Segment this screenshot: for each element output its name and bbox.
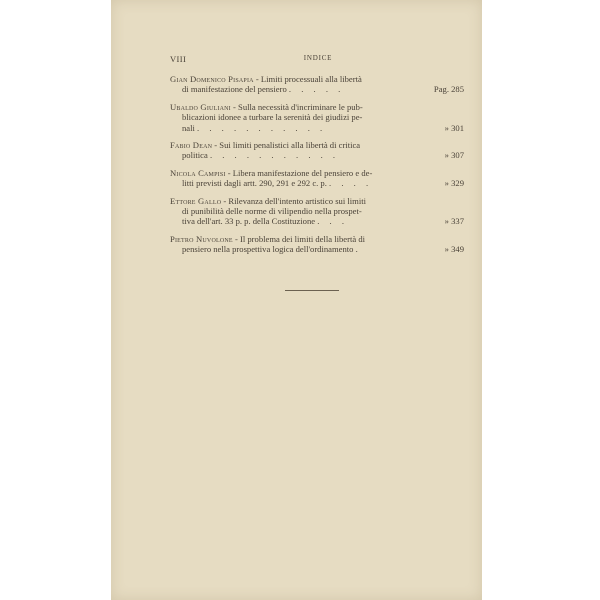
entry-title-line: - Libera manifestazione del pensiero e de- [227, 167, 373, 178]
entry-author: Ubaldo Giuliani [170, 101, 231, 112]
leader-dots: . [355, 244, 362, 255]
page-number: VIII [170, 54, 187, 64]
entry-author: Ettore Gallo [170, 195, 222, 206]
entry-author: Nicola Campisi [170, 167, 226, 178]
leader-dots: . . . . . . . . . . . [209, 150, 340, 161]
entry-title-line: di manifestazione del pensiero [182, 84, 287, 95]
entry-title-line: - Sulla necessità d'incriminare le pub- [233, 101, 363, 112]
entry-title-line: - Rilevanza dell'intento artistico sui limiti [223, 195, 366, 206]
leader-dots: . . . . [329, 178, 373, 189]
entry-title-line: tiva dell'art. 33 p. p. della Costituzione [182, 216, 316, 227]
toc-entry [170, 74, 464, 95]
page-header [170, 54, 466, 68]
toc-entry [170, 196, 464, 227]
toc-entry [170, 168, 464, 189]
toc-entry [170, 102, 464, 133]
entry-author: Gian Domenico Pisapia [170, 74, 254, 84]
entry-title-line: - Limiti processuali alla libertà [255, 74, 362, 84]
section-divider [285, 290, 339, 291]
leader-dots: . . . . . [288, 84, 345, 95]
toc-entry [170, 234, 464, 255]
entry-title-line: politica [182, 150, 208, 161]
entry-page: » 329 [444, 178, 464, 189]
leader-dots: . . . . . . . . . . . [197, 122, 327, 133]
entry-title-line: litti previsti dagli artt. 290, 291 e 292 c. p. [182, 178, 327, 189]
leader-dots: . . . [317, 216, 348, 227]
entry-title-line: blicazioni idonee a turbare la serenità dei giudizi pe- [182, 112, 363, 123]
entry-title-line: nali [182, 122, 195, 133]
entry-title-line: - Il problema dei limiti della libertà di [234, 233, 366, 244]
table-of-contents [170, 74, 464, 262]
entry-title-line: - Sui limiti penalistici alla libertà di critica [214, 140, 361, 151]
entry-page: » 307 [444, 150, 464, 161]
entry-page: » 337 [444, 216, 464, 227]
entry-page: » 349 [444, 244, 464, 255]
entry-title-line: pensiero nella prospettiva logica dell'ordinamento [182, 244, 354, 255]
page-title: INDICE [303, 54, 333, 62]
entry-title-line: di punibilità delle norme di vilipendio nella prospet- [182, 206, 362, 217]
entry-author: Fabio Dean [170, 140, 213, 151]
toc-entry [170, 140, 464, 161]
entry-author: Pietro Nuvolone [170, 233, 233, 244]
entry-page: » 301 [444, 122, 464, 133]
entry-page: Pag. 285 [433, 84, 464, 95]
